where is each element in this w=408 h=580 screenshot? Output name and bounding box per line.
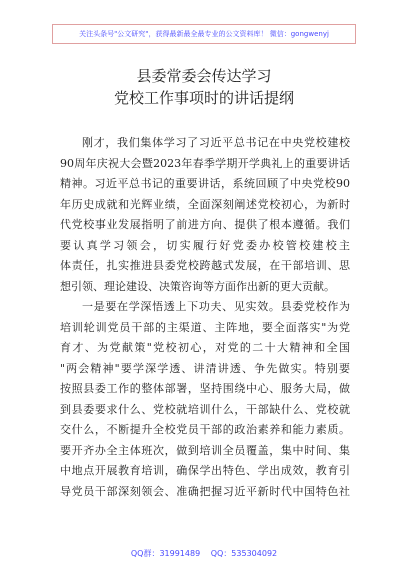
promo-banner-text: 关注头条号"公文研究"，获得最新最全最专业的公文资料库！ 微信：gongwenyj xyxy=(79,30,329,38)
body-line: 按照县委工作的整体部署，坚持围绕中心、服务大局，做 xyxy=(60,382,350,395)
body-line: 要认真学习领会，切实履行好党委办校管校建校主 xyxy=(60,238,350,252)
body-line: 导党员干部深刻领会、准确把握习近平新时代中国特色社 xyxy=(60,484,350,498)
qq-text: QQ：535304092 xyxy=(210,549,278,558)
body-line: 育才、为党献策"党校初心，对党的二十大精神和全国 xyxy=(60,341,350,354)
body-line: 到县委要求什么、党校就培训什么，干部缺什么、党校就 xyxy=(60,402,350,416)
contact-footer xyxy=(0,548,408,559)
body-line: 中地点开展教育培训，确保学出特色、学出成效，教育引 xyxy=(60,464,350,477)
body-line: 年历史成就和光辉业绩，全面深刻阐述党校初心，为新时 xyxy=(60,197,350,211)
document-title-line-2: 党校工作事项时的讲话提纲 xyxy=(113,89,294,107)
body-line: 90周年庆祝大会暨2023年春季学期开学典礼上的重要讲话 xyxy=(60,156,350,170)
body-line: 体责任，扎实推进县委党校跨越式发展，在干部培训、思 xyxy=(60,259,350,272)
body-line: "两会精神"要学深学透、讲清讲透、争先做实。特别要 xyxy=(60,361,350,375)
body-line: 交什么，不断提升全校党员干部的政治素养和能力素质。 xyxy=(60,423,350,436)
body-line: 想引领、理论建设、决策咨询等方面作出新的更大贡献。 xyxy=(60,279,335,293)
promo-banner xyxy=(52,24,356,44)
body-line: 精神。习近平总书记的重要讲话，系统回顾了中央党校90 xyxy=(60,177,350,190)
document-title-line-1: 县委常委会传达学习 xyxy=(136,67,272,85)
document-body xyxy=(60,133,350,502)
body-line: 代党校事业发展指明了前进方向、提供了根本遵循。我们 xyxy=(60,218,350,231)
body-line: 刚才，我们集体学习了习近平总书记在中央党校建校 xyxy=(82,136,350,149)
body-line: 要开齐办全主体班次，做到培训全员覆盖，集中时间、集 xyxy=(60,443,350,457)
body-line: 培训轮训党员干部的主渠道、主阵地，要全面落实"为党 xyxy=(60,320,350,334)
body-line: 一是要在学深悟透上下功夫、见实效。县委党校作为 xyxy=(82,300,350,313)
qq-group-text: QQ群：31991489 xyxy=(130,549,201,558)
